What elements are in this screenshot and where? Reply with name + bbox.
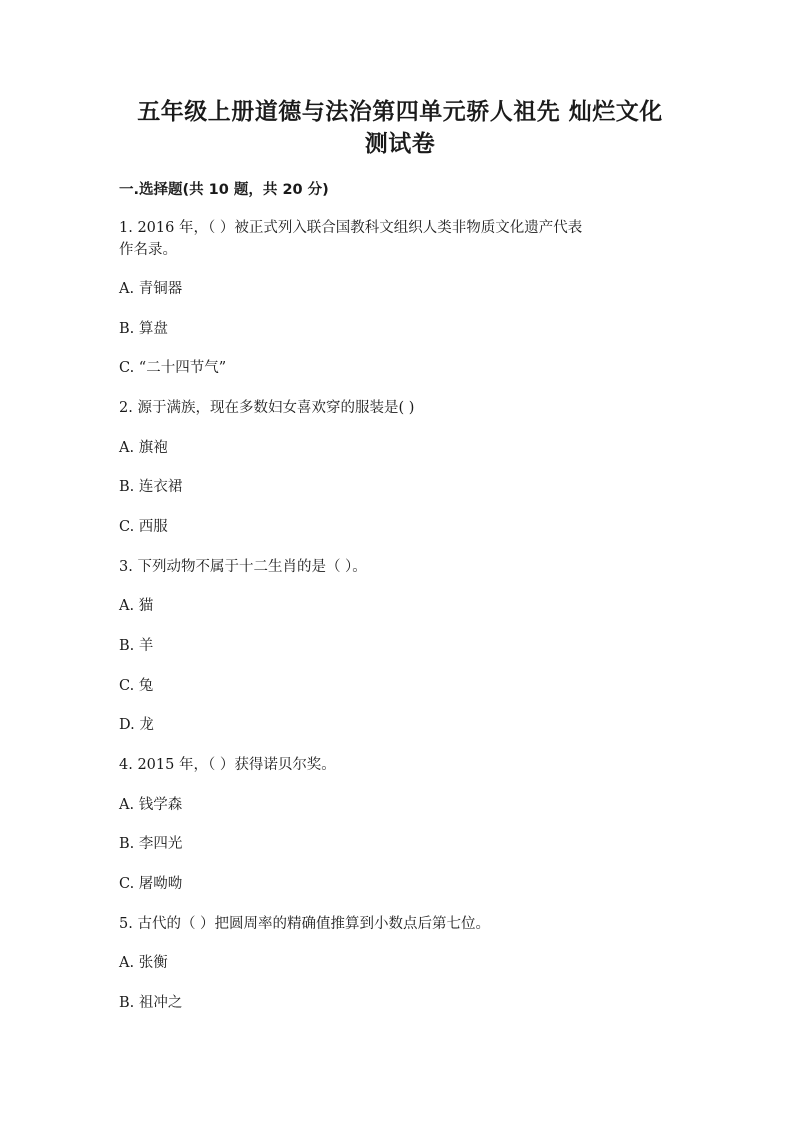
section-heading: 一.选择题(共 10 题，共 20 分) — [119, 182, 329, 198]
question-3-option-a: A. 猫 — [119, 598, 154, 614]
question-1-option-b: B. 算盘 — [119, 321, 168, 337]
question-2-option-b: B. 连衣裙 — [119, 479, 183, 495]
question-1-stem — [119, 217, 679, 261]
question-3-option-c: C. 兔 — [119, 678, 154, 694]
question-5-option-a: A. 张衡 — [119, 955, 168, 971]
question-3-option-b: B. 羊 — [119, 638, 154, 654]
question-2-stem: 2. 源于满族，现在多数妇女喜欢穿的服装是( ) — [119, 400, 415, 416]
question-1-stem-line-1: 1. 2016 年，（ ）被正式列入联合国教科文组织人类非物质文化遗产代表 — [119, 220, 583, 236]
question-4-option-b: B. 李四光 — [119, 836, 183, 852]
question-3-option-d: D. 龙 — [119, 717, 154, 733]
page-title-line-2: 测试卷 — [364, 131, 436, 157]
question-4-option-c: C. 屠呦呦 — [119, 876, 183, 892]
question-1-stem-line-2: 作名录。 — [119, 242, 177, 258]
question-1-option-a: A. 青铜器 — [119, 281, 183, 297]
question-4-stem: 4. 2015 年，（ ）获得诺贝尔奖。 — [119, 757, 336, 773]
question-3-stem: 3. 下列动物不属于十二生肖的是（ ）。 — [119, 559, 367, 575]
question-5-option-b: B. 祖冲之 — [119, 995, 183, 1011]
question-5-stem: 5. 古代的（ ）把圆周率的精确值推算到小数点后第七位。 — [119, 916, 491, 932]
question-2-option-c: C. 西服 — [119, 519, 168, 535]
question-4-option-a: A. 钱学森 — [119, 797, 183, 813]
page-title-line-1: 五年级上册道德与法治第四单元骄人祖先 灿烂文化 — [137, 99, 663, 125]
question-1-option-c: C. “二十四节气” — [119, 360, 227, 376]
question-2-option-a: A. 旗袍 — [119, 440, 168, 456]
